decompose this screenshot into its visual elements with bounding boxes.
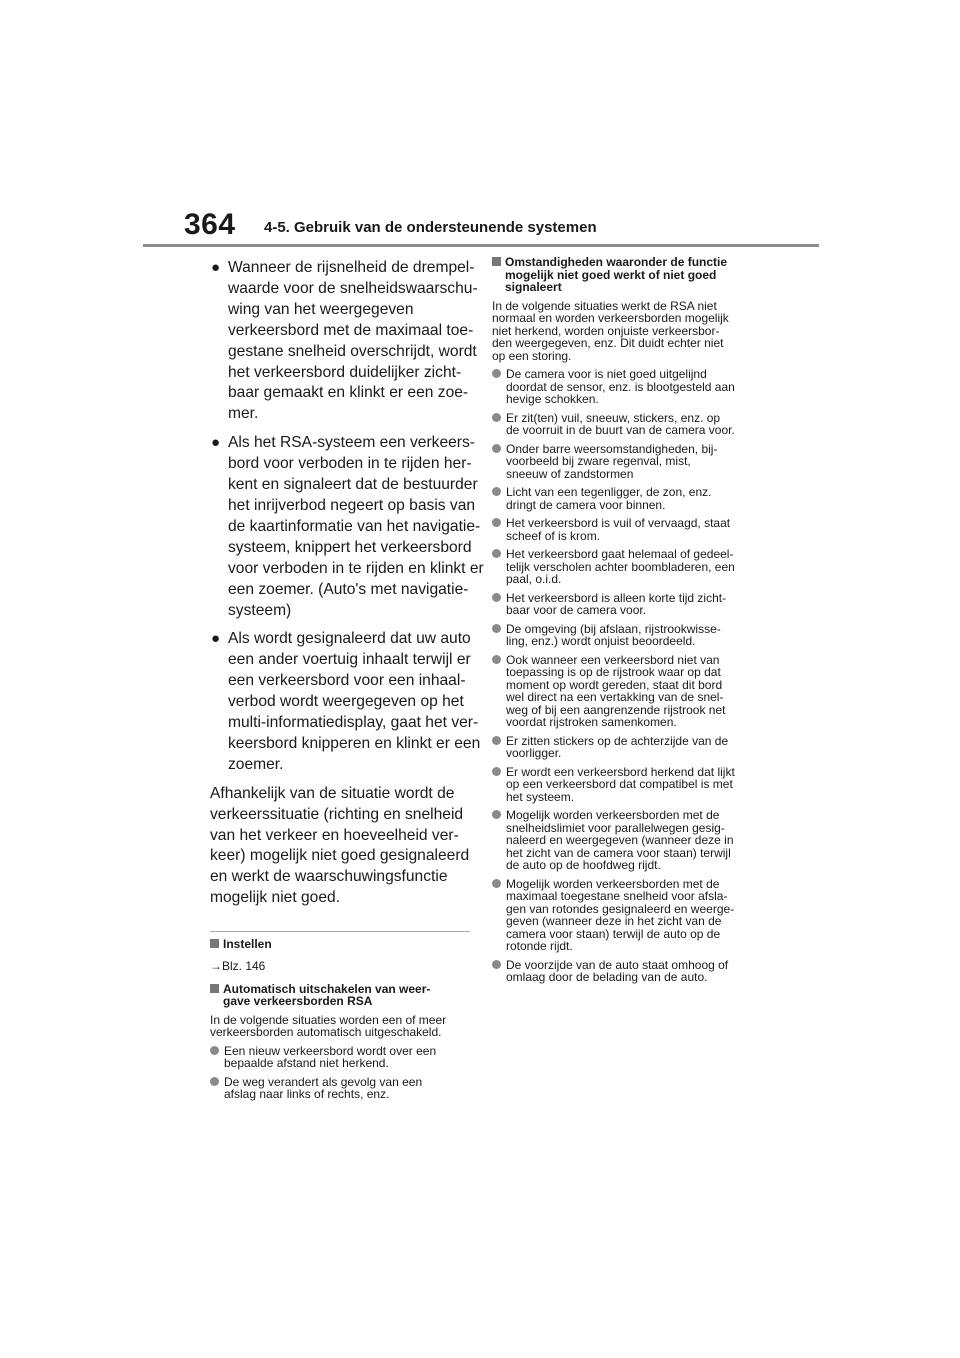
bullet-item	[210, 629, 481, 775]
circle-bullet-icon	[492, 624, 501, 633]
list-item: Licht van een tegenligger, de zon, enz. dringt de camera voor binnen.	[492, 486, 762, 511]
square-bullet-icon	[210, 984, 219, 993]
subheading-auto-off: Automatisch uitschakelen van weer- gave verkeersborden RSA	[210, 983, 470, 1008]
circle-bullet-icon	[492, 593, 501, 602]
circle-bullet-icon	[492, 879, 501, 888]
bullet-item	[210, 433, 484, 621]
list-item: Ook wanneer een verkeersbord niet van toepassing is op de rijstrook waar op dat moment op wordt gereden, staat dit bord wel direct na een vertakking van de snel- weg of bij een aangrenzende rijstrook net voordat rijstroken samenkomen.	[492, 654, 762, 729]
circle-bullet-icon	[492, 810, 501, 819]
circle-bullet-icon	[492, 655, 501, 664]
header-divider	[143, 244, 819, 247]
circle-bullet-icon	[210, 1046, 219, 1055]
intro-paragraph: In de volgende situaties werkt de RSA niet normaal en worden verkeersborden mogelijk niet herkend, worden onjuiste verkeersbor- den weergegeven, enz. Dit duidt echter niet op een storing.	[492, 298, 729, 363]
circle-bullet-icon	[492, 369, 501, 378]
list-item: Er wordt een verkeersbord herkend dat lijkt op een verkeersbord dat compatibel is met het systeem.	[492, 766, 762, 804]
list-item: Het verkeersbord is alleen korte tijd zicht- baar voor de camera voor.	[492, 592, 762, 617]
list-item: De voorzijde van de auto staat omhoog of omlaag door de belading van de auto.	[492, 959, 762, 984]
list-item: Het verkeersbord is vuil of vervaagd, staat scheef of is krom.	[492, 517, 762, 542]
bullet-dot-icon: ●	[211, 259, 221, 276]
circle-bullet-icon	[492, 736, 501, 745]
circle-bullet-icon	[492, 960, 501, 969]
section-title: 4-5. Gebruik van de ondersteunende systemen	[264, 219, 597, 236]
body-paragraph: Afhankelijk van de situatie wordt de verkeerssituatie (richting en snelheid van het verkeer en hoeveelheid ver- keer) mogelijk niet goed gesignaleerd en werkt de waarschuwingsfunctie mogelijk niet goed.	[210, 784, 470, 907]
bullet-text: Als wordt gesignaleerd dat uw auto een ander voertuig inhaalt terwijl er een verkeersbord voor een inhaal- verbod wordt weergegeven op het multi-informatiedisplay, gaat het ver- keersbord knipperen en klinkt er een zoemer.	[228, 630, 481, 773]
page-header	[0, 0, 960, 250]
list-item: De camera voor is niet goed uitgelijnd doordat de sensor, enz. is blootgesteld aan hevige schokken.	[492, 368, 762, 406]
list-item: Het verkeersbord gaat helemaal of gedeel- telijk verscholen achter boombladeren, een paal, o.i.d.	[492, 548, 762, 586]
square-bullet-icon	[492, 257, 501, 266]
left-column	[210, 258, 484, 1102]
list-item: De omgeving (bij afslaan, rijstrookwisse- ling, enz.) wordt onjuist beoordeeld.	[492, 623, 762, 648]
bullet-text: Wanneer de rijsnelheid de drempel- waarde voor de snelheidswaarschu- wing van het weergegeven verkeersbord met de maximaal toe- gestane snelheid overschrijdt, wordt het verkeersbord duidelijker zicht- baar gemaakt en klinkt er een zoe- mer.	[228, 259, 478, 423]
list-item: Een nieuw verkeersbord wordt over een bepaalde afstand niet herkend.	[210, 1045, 470, 1070]
circle-bullet-icon	[210, 1077, 219, 1086]
right-column	[492, 256, 762, 984]
page-reference: →Blz. 146	[210, 958, 266, 973]
list-item: Onder barre weersomstandigheden, bij- voorbeeld bij zware regenval, mist, sneeuw of zandstormen	[492, 443, 762, 481]
section-divider	[210, 931, 470, 932]
list-item: Mogelijk worden verkeersborden met de maximaal toegestane snelheid voor afsla- gen van rotondes gesignaleerd en weerge- geven (wanneer deze in het zicht van de camera voor staan) terwijl de auto op de rotonde rijdt.	[492, 878, 762, 953]
page-number: 364	[184, 208, 236, 241]
bullet-item	[210, 258, 478, 425]
list-item: Er zitten stickers op de achterzijde van de voorligger.	[492, 735, 762, 760]
subheading-instellen: Instellen	[210, 938, 470, 951]
circle-bullet-icon	[492, 767, 501, 776]
list-item: Er zit(ten) vuil, sneeuw, stickers, enz. op de voorruit in de buurt van de camera voor.	[492, 412, 762, 437]
subheading-conditions: Omstandigheden waaronder de functie mogelijk niet goed werkt of niet goed signaleert	[492, 256, 762, 294]
circle-bullet-icon	[492, 487, 501, 496]
list-item: Mogelijk worden verkeersborden met de snelheidslimiet voor parallelwegen gesig- naleerd en weergegeven (wanneer deze in het zicht van de camera voor staan) terwijl de auto op de hoofdweg rijdt.	[492, 809, 762, 872]
square-bullet-icon	[210, 939, 219, 948]
bullet-dot-icon: ●	[211, 434, 221, 452]
list-item: De weg verandert als gevolg van een afslag naar links of rechts, enz.	[210, 1076, 470, 1101]
bullet-dot-icon: ●	[211, 630, 221, 648]
circle-bullet-icon	[492, 444, 501, 453]
bullet-text: Als het RSA-systeem een verkeers- bord voor verboden in te rijden her- kent en signaleert dat de bestuurder het inrijverbod negeert op basis van de kaartinformatie van het navigatie- systeem, knippert het verkeersbord voor verboden in te rijden en klinkt er een zoemer. (Auto's met navigatie- systeem)	[228, 434, 484, 619]
intro-paragraph: In de volgende situaties worden een of meer verkeersborden automatisch uitgeschakeld.	[210, 1012, 447, 1040]
circle-bullet-icon	[492, 549, 501, 558]
circle-bullet-icon	[492, 518, 501, 527]
circle-bullet-icon	[492, 413, 501, 422]
